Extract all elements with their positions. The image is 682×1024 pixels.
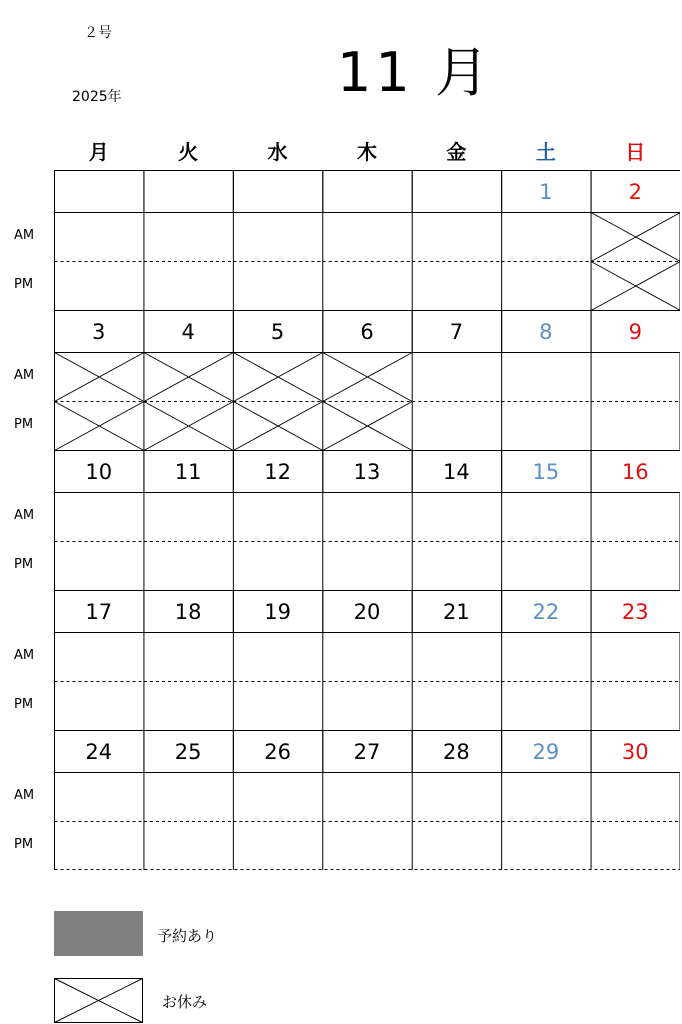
am-label: AM [14, 788, 35, 803]
date-number: 17 [85, 600, 113, 624]
date-number: 1 [539, 180, 553, 204]
weekday-header-row [54, 136, 680, 162]
date-cell [144, 171, 233, 213]
year-label: 2025年 [72, 89, 122, 105]
weekday-3: 木 [356, 140, 377, 164]
date-number: 26 [264, 740, 291, 764]
date-number: 16 [621, 460, 649, 484]
date-number: 14 [443, 460, 470, 484]
date-number: 3 [92, 320, 106, 344]
legend-booked-swatch [54, 911, 143, 956]
weekday-4: 金 [446, 140, 467, 164]
date-number: 12 [264, 460, 291, 484]
date-cell [233, 171, 322, 213]
date-number: 11 [174, 460, 202, 484]
am-label: AM [14, 368, 35, 383]
date-number: 24 [85, 740, 113, 764]
weekday-1: 火 [178, 140, 199, 164]
date-cell [323, 171, 412, 213]
room-number: ２号 [84, 25, 112, 41]
weekday-6: 日 [625, 140, 646, 164]
date-cell [412, 171, 501, 213]
date-number: 29 [532, 740, 560, 764]
legend-booked-label: 予約あり [157, 927, 218, 945]
date-number: 19 [264, 600, 291, 624]
pm-label: PM [14, 277, 34, 292]
date-number: 15 [532, 460, 560, 484]
date-number: 7 [449, 320, 464, 344]
am-label: AM [14, 228, 35, 243]
pm-label: PM [14, 557, 34, 572]
date-number: 28 [443, 740, 470, 764]
date-number: 4 [181, 320, 195, 344]
legend-closed-swatch [54, 978, 143, 1023]
am-label: AM [14, 648, 35, 663]
calendar-grid [54, 170, 680, 870]
date-number: 25 [174, 740, 202, 764]
pm-label: PM [14, 837, 34, 852]
date-number: 23 [621, 600, 649, 624]
weekday-5: 土 [535, 140, 556, 164]
date-number: 18 [174, 600, 202, 624]
date-number: 27 [353, 740, 381, 764]
pm-label: PM [14, 417, 34, 432]
date-number: 13 [353, 460, 381, 484]
legend-closed-label: お休み [162, 993, 208, 1011]
pm-label: PM [14, 697, 34, 712]
month-title: 11 月 [337, 41, 493, 104]
weekday-2: 水 [267, 140, 288, 164]
date-number: 5 [270, 320, 285, 344]
date-number: 20 [353, 600, 381, 624]
am-label: AM [14, 508, 35, 523]
date-number: 6 [360, 320, 374, 344]
date-number: 10 [85, 460, 113, 484]
date-number: 30 [621, 740, 649, 764]
date-number: 2 [628, 180, 642, 204]
date-number: 22 [532, 600, 560, 624]
date-cell [55, 171, 144, 213]
date-number: 9 [628, 320, 642, 344]
date-number: 8 [539, 320, 553, 344]
weekday-0: 月 [88, 140, 109, 164]
date-number: 21 [443, 600, 470, 624]
